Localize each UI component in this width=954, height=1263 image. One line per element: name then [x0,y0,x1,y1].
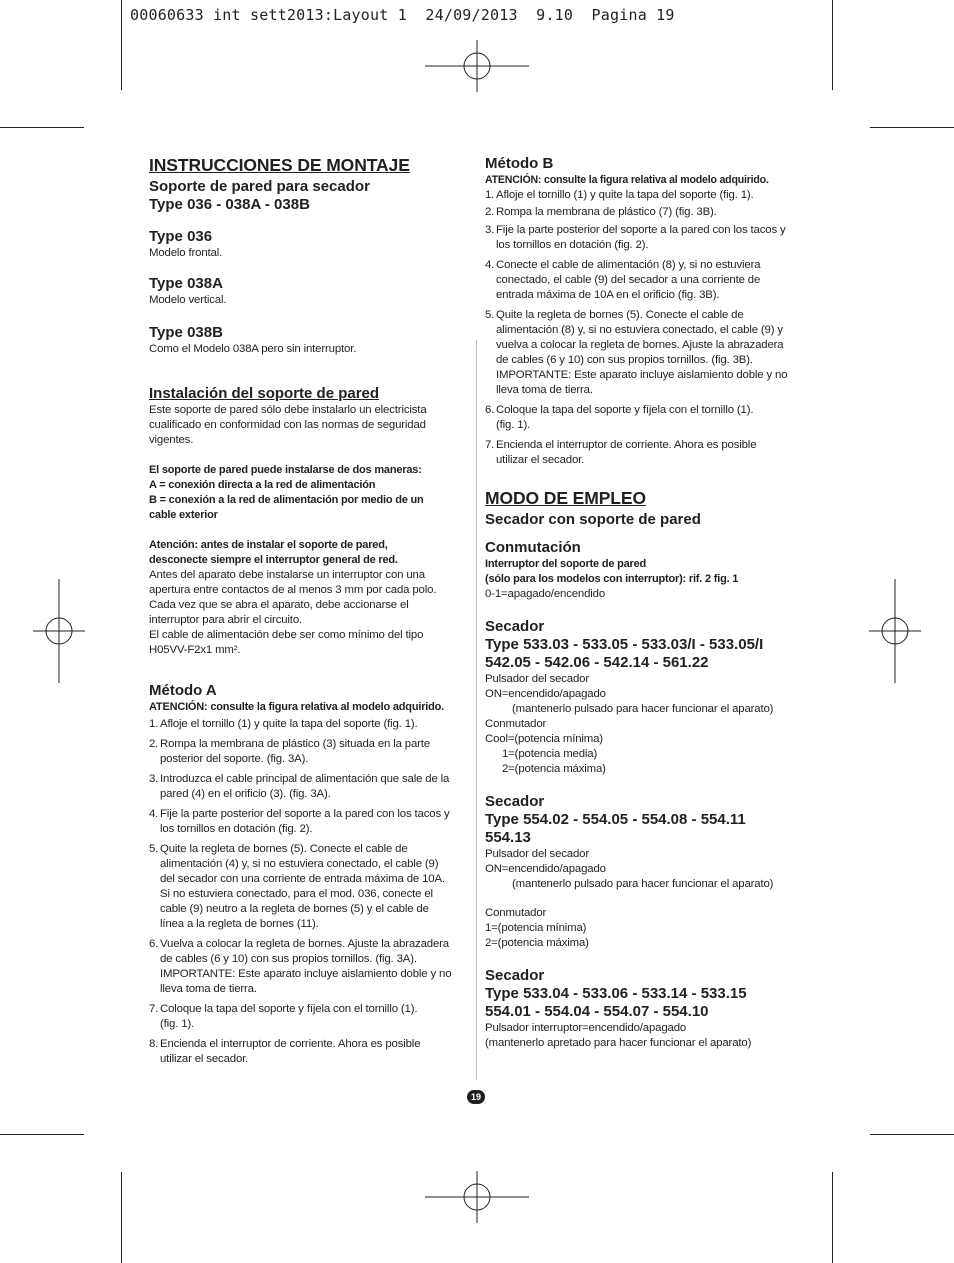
right-column [485,155,805,1051]
before-line: interruptor para abrir el circuito. [149,614,303,626]
attention-line: desconecte siempre el interruptor general de red. [149,554,398,566]
secador-line: 2=(potencia máxima) [485,937,589,949]
method-b-attention: ATENCIÓN: consulte la figura relativa al modelo adquirido. [485,174,769,186]
secador-line: 1=(potencia media) [502,748,598,760]
before-line: apertura entre contactos de al menos 3 mm por cada polo. [149,584,437,596]
install-line: vigentes. [149,434,194,446]
crop-mark [870,1134,954,1135]
ways-line: cable exterior [149,509,218,521]
secador-types: Type 533.04 - 533.06 - 533.14 - 533.15 [485,985,747,1002]
before-line: Cada vez que se abra el aparato, debe accionarse el [149,599,409,611]
registration-mark-icon [425,40,529,92]
type-heading: Type 038B [149,324,223,341]
list-item: 4. Fije la parte posterior del soporte a la pared con los tacos y los tornillos en dotación (fig. 2). [149,808,450,835]
secador-line: Pulsador del secador [485,673,590,685]
registration-mark-icon [869,579,921,683]
install-heading: Instalación del soporte de pared [149,385,380,402]
conmutacion-line: Interruptor del soporte de pared [485,558,647,570]
list-item: 2. Rompa la membrana de plástico (3) situada en la parte posterior del soporte. (fig. 3A). [149,738,431,765]
crop-mark [870,127,954,128]
install-line: Este soporte de pared sólo debe instalarlo un electricista [149,404,427,416]
ways-line: El soporte de pared puede instalarse de dos maneras: [149,464,422,476]
secador-line: 1=(potencia mínima) [485,922,587,934]
list-item: 7. Encienda el interruptor de corriente. Ahora es posible utilizar el secador. [485,439,757,466]
ways-line: A = conexión directa a la red de alimentación [149,479,376,491]
ways-line: B = conexión a la red de alimentación por medio de un [149,494,424,506]
conmutacion-heading: Conmutación [485,539,581,556]
method-a-attention: ATENCIÓN: consulte la figura relativa al modelo adquirido. [149,701,445,713]
method-a-heading: Método A [149,682,217,699]
subtitle: Type 036 - 038A - 038B [149,196,310,213]
subtitle: Secador con soporte de pared [485,511,701,528]
list-item: 2. Rompa la membrana de plástico (7) (fig. 3B). [485,206,717,218]
install-line: cualificado en conformidad con las normas de seguridad [149,419,426,431]
secador-line: 2=(potencia máxima) [502,763,606,775]
method-b-steps [485,188,805,468]
crop-mark [832,1172,833,1263]
list-item: 8. Encienda el interruptor de corriente. Ahora es posible utilizar el secador. [149,1038,421,1065]
method-a-steps [149,717,469,1067]
method-b-heading: Método B [485,155,554,172]
crop-mark [0,1134,84,1135]
secador-line: Conmutador [485,907,547,919]
crop-mark [121,1172,122,1263]
column-divider [476,340,477,1080]
secador-types: Type 533.03 - 533.05 - 533.03/I - 533.05/I [485,636,764,653]
type-text: Como el Modelo 038A pero sin interruptor. [149,343,357,355]
secador-heading: Secador [485,618,545,635]
list-item: 7. Coloque la tapa del soporte y fíjela con el tornillo (1). (fig. 1). [149,1003,418,1030]
page-number: 19 [467,1090,485,1104]
list-item: 5. Quite la regleta de bornes (5). Conecte el cable de alimentación (4) y, si no estuviera conectado, el cable (9) del secador con una corriente de entrada máxima de 10A. Si no estuviera conectado, para el mod. 036, conecte el cable (9) neutro a la regleta de bornes (5) y el cable de línea a la regleta de bornes (11). [149,843,445,930]
list-item: 5. Quite la regleta de bornes (5). Conecte el cable de alimentación (8) y, si no estuviera conectado, el cable (9) y vuelva a colocar la regleta de bornes. Ajuste la abrazadera de cables (6 y 10) con sus propios tornillos. (fig. 3B). IMPORTANTE: Este aparato incluye aislamiento doble y no lleva toma de tierra. [485,309,788,396]
type-text: Modelo vertical. [149,294,227,306]
before-line: El cable de alimentación debe ser como mínimo del tipo [149,629,424,641]
left-column [149,155,469,1072]
secador-heading: Secador [485,793,545,810]
secador-line: Conmutador [485,718,547,730]
type-heading: Type 036 [149,228,213,245]
list-item: 3. Fije la parte posterior del soporte a la pared con los tacos y los tornillos en dotación (fig. 2). [485,224,786,251]
secador-types: 554.13 [485,829,531,846]
list-item: 4. Conecte el cable de alimentación (8) y, si no estuviera conectado, el cable (9) del secador a una corriente de entrada máxima de 10A en el orificio (fig. 3B). [485,259,761,301]
secador-line: ON=encendido/apagado [485,863,606,875]
secador-types: 554.01 - 554.04 - 554.07 - 554.10 [485,1003,709,1020]
conmutacion-line: 0-1=apagado/encendido [485,588,606,600]
list-item: 1. Afloje el tornillo (1) y quite la tapa del soporte (fig. 1). [149,718,418,730]
attention-line: Atención: antes de instalar el soporte de pared, [149,539,388,551]
crop-mark [832,0,833,90]
crop-mark [121,0,122,90]
registration-mark-icon [425,1171,529,1223]
secador-line: Pulsador del secador [485,848,590,860]
list-item: 6. Coloque la tapa del soporte y fíjela con el tornillo (1). (fig. 1). [485,404,754,431]
section-title: MODO DE EMPLEO [485,488,646,508]
list-item: 6. Vuelva a colocar la regleta de bornes. Ajuste la abrazadera de cables (6 y 10) con sus propios tornillos. (fig. 3A). IMPORTANTE: Este aparato incluye aislamiento doble y no lleva toma de tierra. [149,938,452,995]
secador-types: 542.05 - 542.06 - 542.14 - 561.22 [485,654,709,671]
secador-line: ON=encendido/apagado [485,688,606,700]
secador-line: (mantenerlo pulsado para hacer funcionar el aparato) [512,703,774,715]
crop-mark [0,127,84,128]
cable-type: H05VV-F2x1 mm². [149,644,241,656]
secador-line: Cool=(potencia mínima) [485,733,603,745]
section-title: INSTRUCCIONES DE MONTAJE [149,155,410,175]
type-text: Modelo frontal. [149,247,223,259]
subtitle: Soporte de pared para secador [149,178,370,195]
before-line: Antes del aparato debe instalarse un interruptor con una [149,569,425,581]
print-slug: 00060633 int sett2013:Layout 1 24/09/2013 9.10 Pagina 19 [130,6,675,24]
conmutacion-line: (sólo para los modelos con interruptor): rif. 2 fig. 1 [485,573,739,585]
secador-line: (mantenerlo pulsado para hacer funcionar el aparato) [512,878,774,890]
type-heading: Type 038A [149,275,223,292]
secador-types: Type 554.02 - 554.05 - 554.08 - 554.11 [485,811,746,828]
secador-heading: Secador [485,967,545,984]
list-item: 3. Introduzca el cable principal de alimentación que sale de la pared (4) en el orificio (3). (fig. 3A). [149,773,450,800]
secador-line: Pulsador interruptor=encendido/apagado [485,1022,687,1034]
list-item: 1. Afloje el tornillo (1) y quite la tapa del soporte (fig. 1). [485,189,754,201]
secador-line: (mantenerlo apretado para hacer funcionar el aparato) [485,1037,752,1049]
registration-mark-icon [33,579,85,683]
